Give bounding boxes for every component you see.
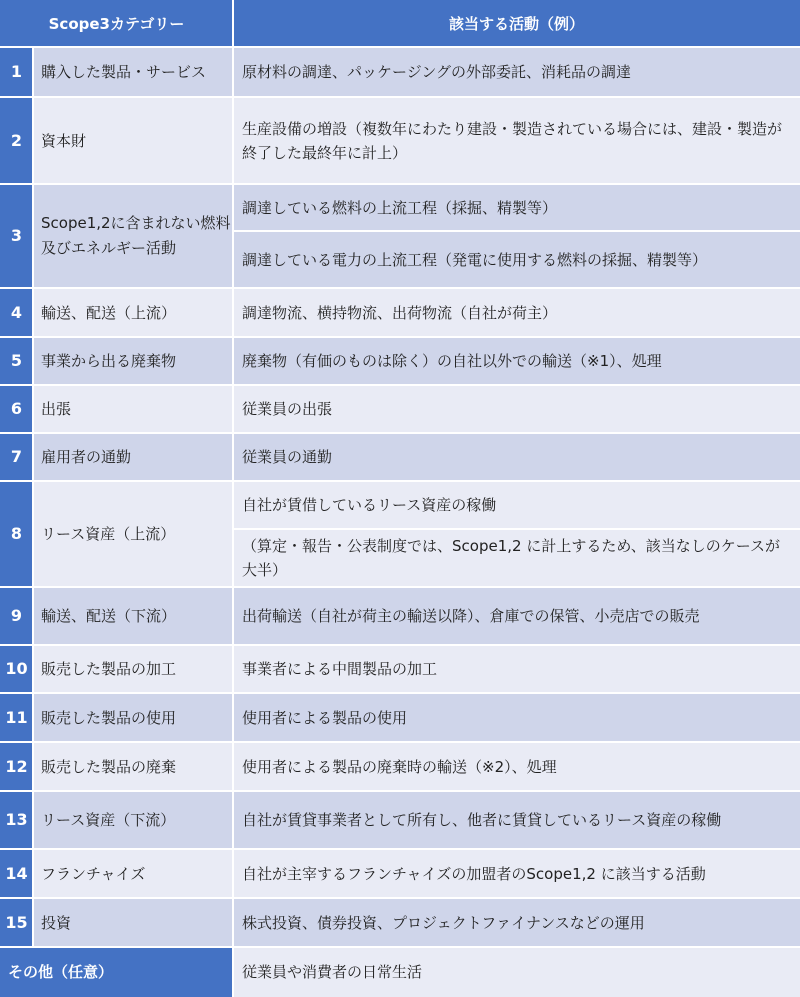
activity-cell: 自社が主宰するフランチャイズの加盟者のScope1,2 に該当する活動 — [233, 849, 800, 898]
row-number: 1 — [0, 47, 33, 97]
row-number: 14 — [0, 849, 33, 898]
activity-cell: 自社が賃借しているリース資産の稼働 — [233, 481, 800, 529]
category-cell: 出張 — [33, 385, 233, 433]
category-cell: 投資 — [33, 898, 233, 947]
header-category: Scope3カテゴリー — [0, 0, 233, 47]
row-divider — [233, 230, 800, 232]
row-number: 7 — [0, 433, 33, 481]
row-divider — [0, 384, 800, 386]
activity-cell: 事業者による中間製品の加工 — [233, 645, 800, 693]
row-divider — [0, 790, 800, 792]
activity-cell: 生産設備の増設（複数年にわたり建設・製造されている場合には、建設・製造が終了した最終年に計上） — [233, 97, 800, 184]
category-cell: リース資産（下流） — [33, 791, 233, 849]
other-activity-cell: 従業員や消費者の日常生活 — [233, 947, 800, 997]
category-cell: 事業から出る廃棄物 — [33, 337, 233, 385]
row-divider — [0, 586, 800, 588]
activity-cell: 調達物流、横持物流、出荷物流（自社が荷主） — [233, 288, 800, 337]
category-cell: 購入した製品・サービス — [33, 47, 233, 97]
category-cell: リース資産（上流） — [33, 481, 233, 587]
activity-cell: （算定・報告・公表制度では、Scope1,2 に計上するため、該当なしのケースが大半） — [233, 529, 800, 587]
row-number: 13 — [0, 791, 33, 849]
category-cell: 輸送、配送（上流） — [33, 288, 233, 337]
activity-cell: 使用者による製品の廃棄時の輸送（※2）、処理 — [233, 742, 800, 791]
row-divider — [0, 287, 800, 289]
row-divider — [0, 432, 800, 434]
row-number: 3 — [0, 184, 33, 288]
row-divider — [0, 897, 800, 899]
activity-cell: 調達している燃料の上流工程（採掘、精製等） — [233, 184, 800, 231]
activity-cell: 調達している電力の上流工程（発電に使用する燃料の採掘、精製等） — [233, 231, 800, 288]
activity-cell: 従業員の出張 — [233, 385, 800, 433]
category-cell: 販売した製品の加工 — [33, 645, 233, 693]
activity-cell: 廃棄物（有価のものは除く）の自社以外での輸送（※1）、処理 — [233, 337, 800, 385]
row-number: 6 — [0, 385, 33, 433]
row-divider — [0, 46, 800, 48]
row-number: 8 — [0, 481, 33, 587]
row-divider — [0, 336, 800, 338]
row-number: 15 — [0, 898, 33, 947]
activity-cell: 自社が賃貸事業者として所有し、他者に賃貸しているリース資産の稼働 — [233, 791, 800, 849]
row-number: 4 — [0, 288, 33, 337]
column-divider — [32, 47, 34, 947]
activity-cell: 原材料の調達、パッケージングの外部委託、消耗品の調達 — [233, 47, 800, 97]
header-activity: 該当する活動（例） — [233, 0, 800, 47]
category-cell: 輸送、配送（下流） — [33, 587, 233, 645]
row-divider — [233, 528, 800, 530]
activity-cell: 出荷輸送（自社が荷主の輸送以降）、倉庫での保管、小売店での販売 — [233, 587, 800, 645]
row-divider — [0, 644, 800, 646]
row-number: 5 — [0, 337, 33, 385]
category-cell: 雇用者の通勤 — [33, 433, 233, 481]
activity-cell: 従業員の通勤 — [233, 433, 800, 481]
category-cell: Scope1,2に含まれない燃料及びエネルギー活動 — [33, 184, 233, 288]
row-divider — [0, 96, 800, 98]
category-cell: 販売した製品の使用 — [33, 693, 233, 742]
row-divider — [0, 741, 800, 743]
row-divider — [0, 183, 800, 185]
row-number: 9 — [0, 587, 33, 645]
row-divider — [0, 480, 800, 482]
category-cell: フランチャイズ — [33, 849, 233, 898]
row-divider — [0, 692, 800, 694]
row-divider — [0, 946, 800, 948]
row-divider — [0, 848, 800, 850]
activity-cell: 使用者による製品の使用 — [233, 693, 800, 742]
category-cell: 資本財 — [33, 97, 233, 184]
activity-cell: 株式投資、債券投資、プロジェクトファイナンスなどの運用 — [233, 898, 800, 947]
row-number: 10 — [0, 645, 33, 693]
other-category-label: その他（任意） — [0, 947, 233, 997]
row-number: 12 — [0, 742, 33, 791]
category-cell: 販売した製品の廃棄 — [33, 742, 233, 791]
row-number: 2 — [0, 97, 33, 184]
row-number: 11 — [0, 693, 33, 742]
